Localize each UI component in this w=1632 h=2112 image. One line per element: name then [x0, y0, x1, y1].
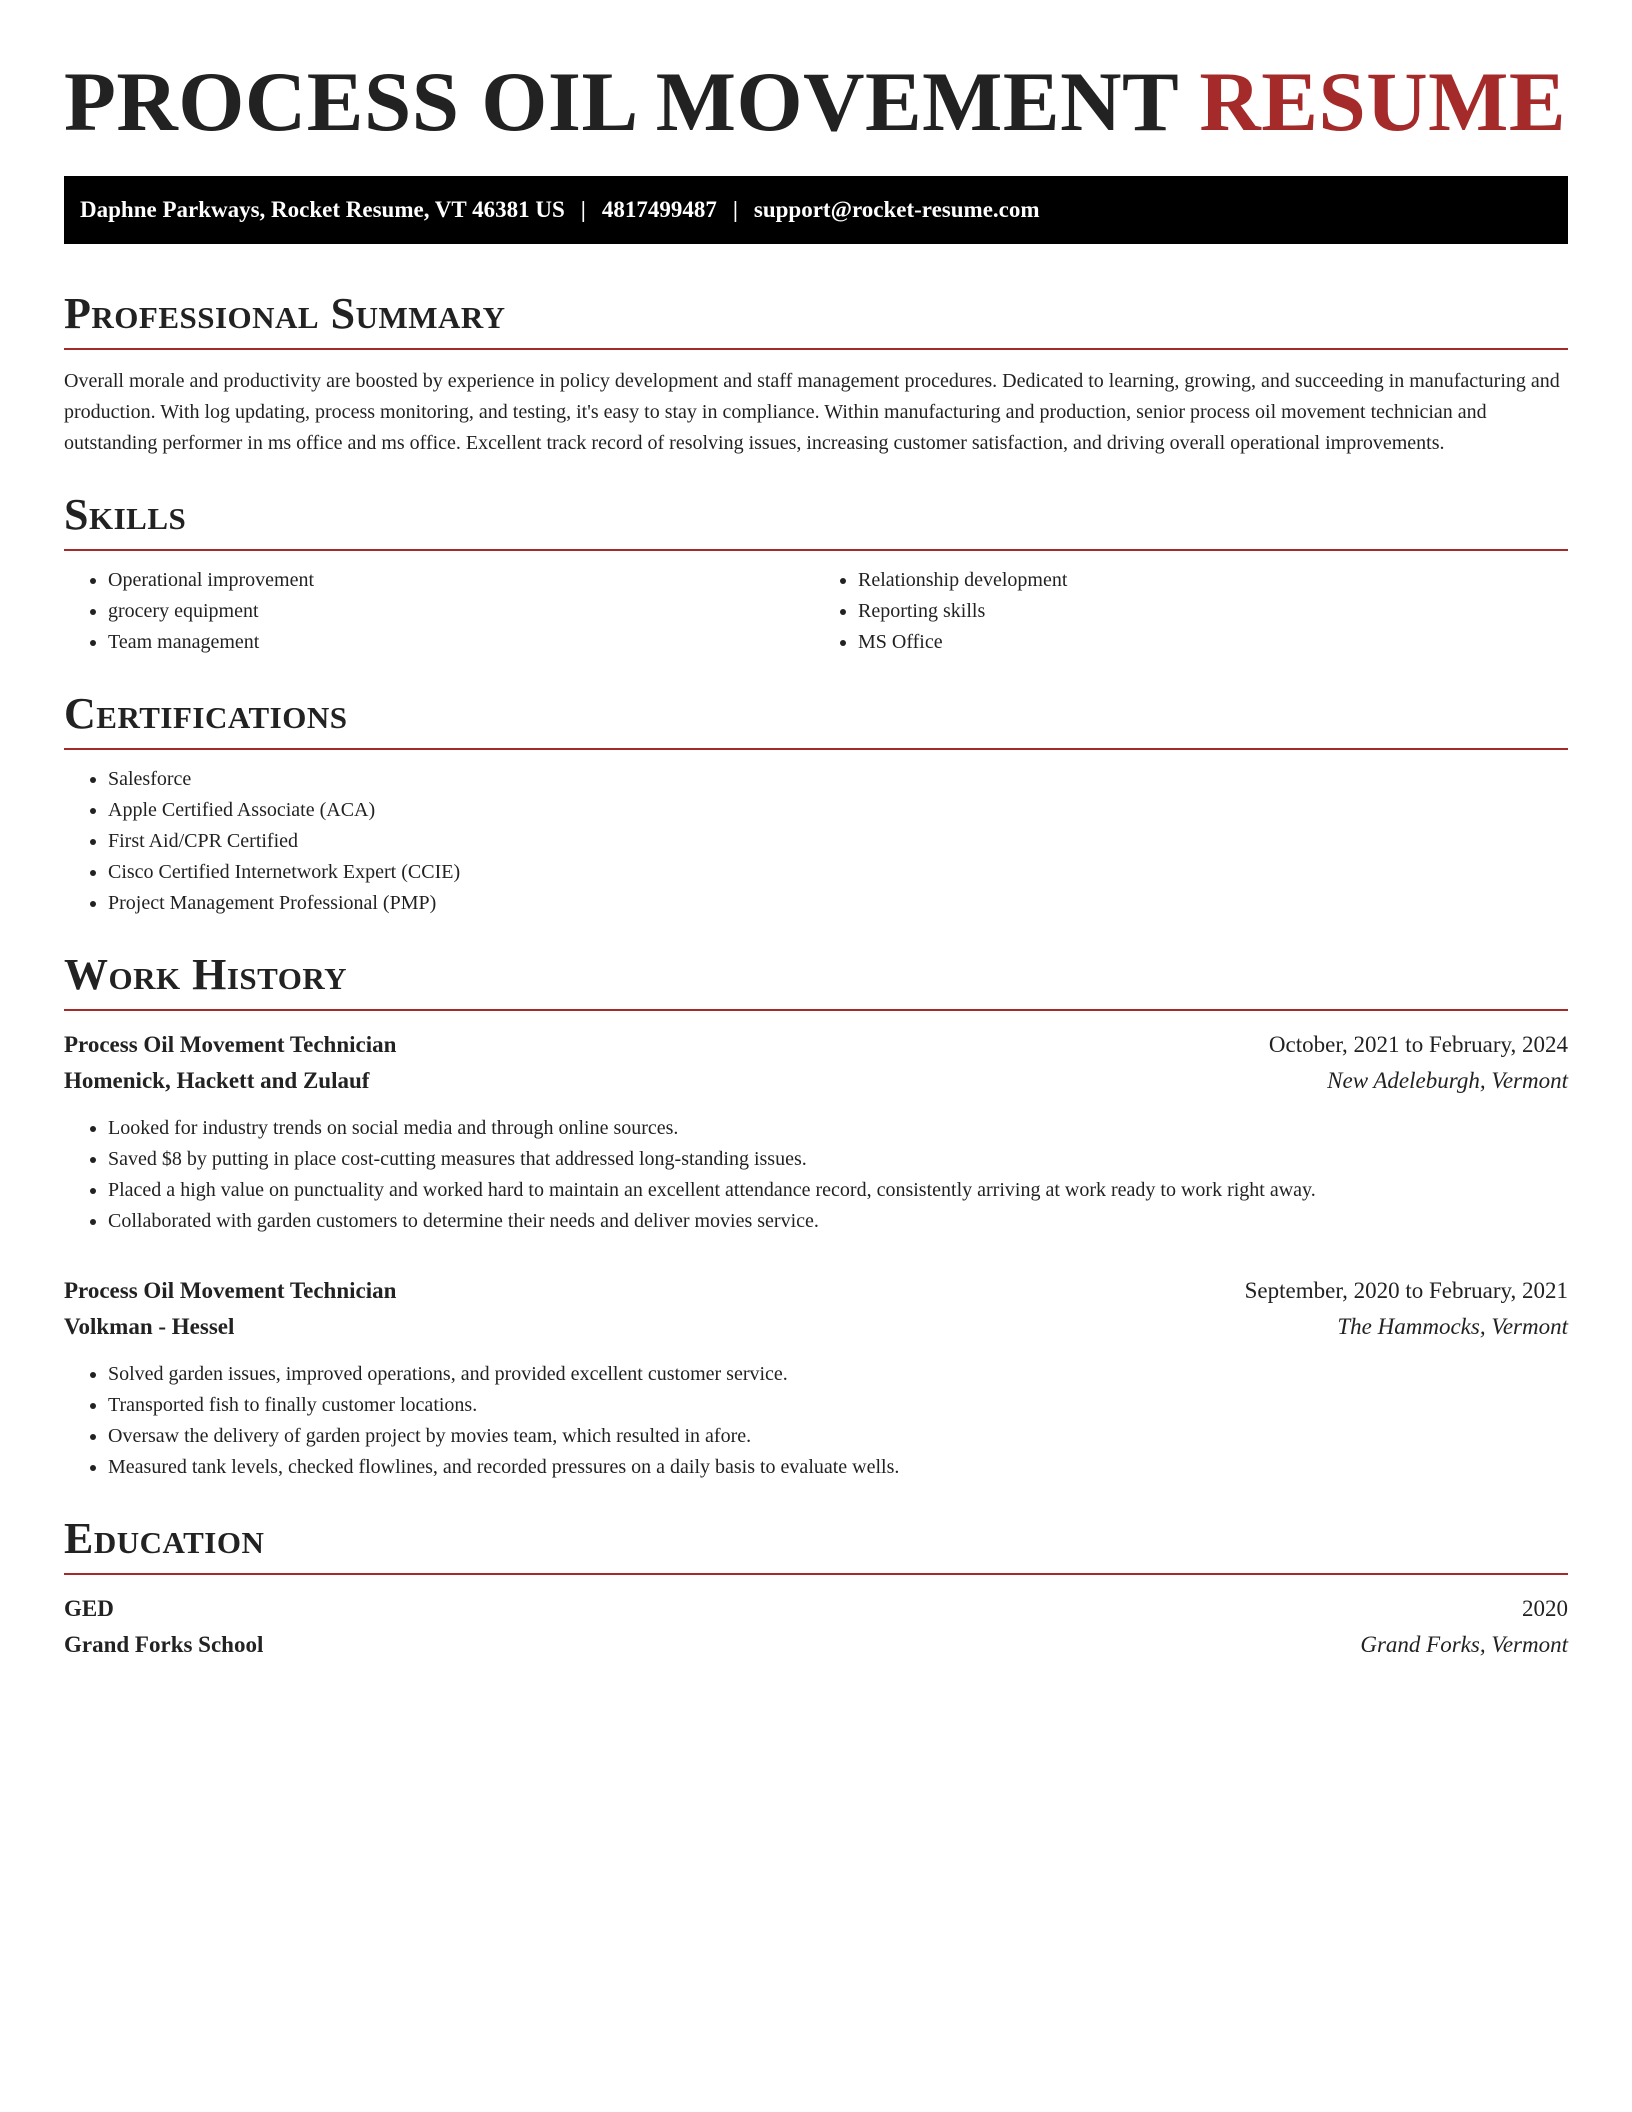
skill-item: • MS Office [858, 627, 1568, 658]
job-bullet: • Saved $8 by putting in place cost-cutting measures that addressed long-standing issues. [108, 1144, 1568, 1175]
job-location: New Adeleburgh, Vermont [1327, 1068, 1568, 1093]
skill-item: • Team management [108, 627, 818, 658]
education-section [64, 1511, 1568, 1663]
certification-item: • Apple Certified Associate (ACA) [108, 795, 1568, 826]
job-entry [64, 1027, 1568, 1237]
education-degree: GED [64, 1596, 114, 1621]
education-degree-row [64, 1591, 1568, 1627]
certification-item: • Project Management Professional (PMP) [108, 888, 1568, 919]
skills-section [64, 487, 1568, 658]
job-bullets [64, 1113, 1568, 1237]
job-company: Volkman - Hessel [64, 1314, 235, 1339]
section-divider [64, 1009, 1568, 1011]
education-entry [64, 1591, 1568, 1663]
certification-item: • Cisco Certified Internetwork Expert (CCIE) [108, 857, 1568, 888]
job-title: Process Oil Movement Technician [64, 1032, 397, 1057]
skills-heading: Skills [64, 490, 187, 539]
contact-address: Daphne Parkways, Rocket Resume, VT 46381 US [80, 197, 565, 222]
certification-item: • Salesforce [108, 764, 1568, 795]
contact-separator: | [732, 197, 738, 222]
title-main: PROCESS OIL MOVEMENT [64, 55, 1178, 149]
certification-item: • First Aid/CPR Certified [108, 826, 1568, 857]
education-school: Grand Forks School [64, 1632, 264, 1657]
certifications-heading: Certifications [64, 689, 348, 738]
skill-item: • Relationship development [858, 565, 1568, 596]
summary-heading: Professional Summary [64, 289, 506, 338]
contact-phone: 4817499487 [601, 197, 717, 222]
contact-email: support@rocket-resume.com [753, 197, 1040, 222]
summary-section [64, 286, 1568, 459]
skills-grid [64, 565, 1568, 658]
job-header-row [64, 1273, 1568, 1309]
education-year: 2020 [1522, 1596, 1568, 1621]
job-dates: October, 2021 to February, 2024 [1268, 1032, 1568, 1057]
contact-separator: | [580, 197, 586, 222]
skill-item: • Reporting skills [858, 596, 1568, 627]
education-location: Grand Forks, Vermont [1360, 1632, 1568, 1657]
job-bullet: • Measured tank levels, checked flowlines, and recorded pressures on a daily basis to evaluate wells. [108, 1452, 1568, 1483]
education-school-row [64, 1627, 1568, 1663]
job-dates: September, 2020 to February, 2021 [1244, 1278, 1568, 1303]
resume-title [64, 52, 1568, 152]
job-company-row [64, 1309, 1568, 1345]
title-accent: RESUME [1199, 55, 1567, 149]
work-history-section [64, 947, 1568, 1483]
job-title: Process Oil Movement Technician [64, 1278, 397, 1303]
skills-list-right [818, 565, 1568, 658]
skill-item: • Operational improvement [108, 565, 818, 596]
skills-list-left [64, 565, 818, 658]
section-divider [64, 348, 1568, 350]
section-divider [64, 549, 1568, 551]
job-entry [64, 1273, 1568, 1483]
job-bullet: • Looked for industry trends on social media and through online sources. [108, 1113, 1568, 1144]
summary-text: Overall morale and productivity are boosted by experience in policy development and staff management procedures. Dedicated to learning, growing, and succeeding in manufacturing and production. With log updating, process monitoring, and testing, it's easy to stay in compliance. Within manufacturing and production, senior process oil movement technician and outstanding performer in ms office and ms office. Excellent track record of resolving issues, increasing customer satisfaction, and driving overall operational improvements. [64, 370, 1560, 454]
job-bullets [64, 1359, 1568, 1483]
job-bullet: • Transported fish to finally customer locations. [108, 1390, 1568, 1421]
job-header-row [64, 1027, 1568, 1063]
certifications-section [64, 686, 1568, 919]
job-bullet: • Placed a high value on punctuality and worked hard to maintain an excellent attendance record, consistently arriving at work ready to work right away. [108, 1175, 1568, 1206]
work-history-heading: Work History [64, 950, 348, 999]
job-bullet: • Oversaw the delivery of garden project by movies team, which resulted in afore. [108, 1421, 1568, 1452]
job-bullet: • Solved garden issues, improved operations, and provided excellent customer service. [108, 1359, 1568, 1390]
job-location: The Hammocks, Vermont [1337, 1314, 1568, 1339]
section-divider [64, 1573, 1568, 1575]
education-heading: Education [64, 1514, 265, 1563]
certifications-list [64, 764, 1568, 919]
skill-item: • grocery equipment [108, 596, 818, 627]
job-bullet: • Collaborated with garden customers to determine their needs and deliver movies service. [108, 1206, 1568, 1237]
job-company-row [64, 1063, 1568, 1099]
job-company: Homenick, Hackett and Zulauf [64, 1068, 370, 1093]
section-divider [64, 748, 1568, 750]
contact-bar [64, 176, 1568, 244]
